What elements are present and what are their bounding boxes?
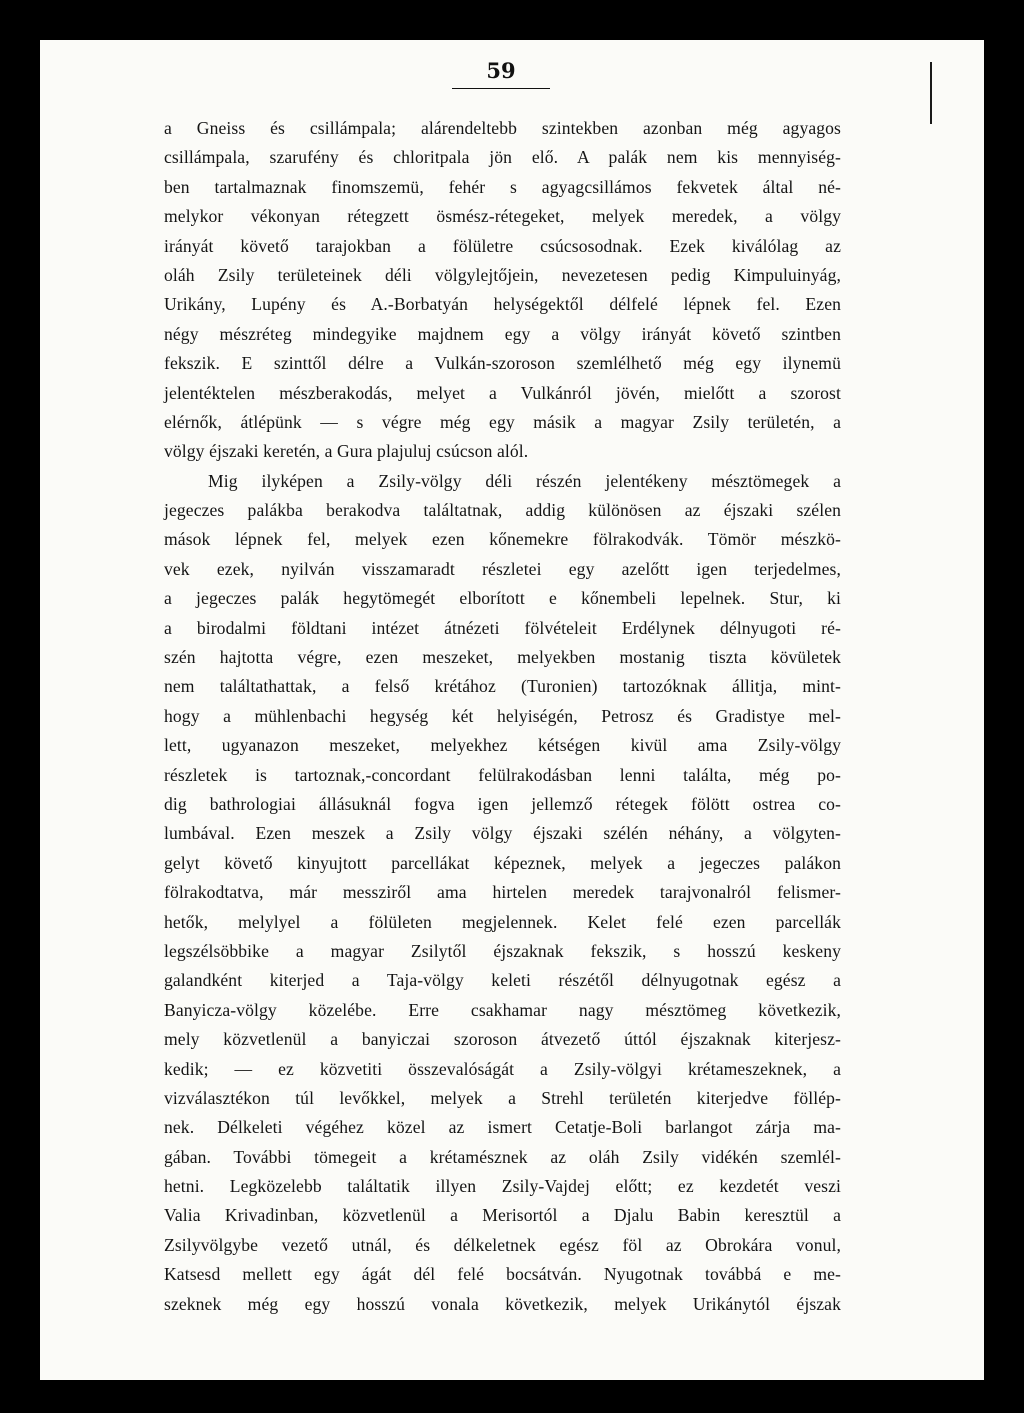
text-line: galandként kiterjed a Taja-völgy keleti részétől délnyugotnak egész a — [164, 970, 841, 991]
text-line: jelentéktelen mészberakodás, melyet a Vulkánról jövén, mielőtt a szorost — [164, 382, 841, 403]
text-line: kedik; — ez közvetiti összevalóságát a Zsily-völgyi krétameszeknek, a — [164, 1058, 841, 1079]
text-line: legszélsöbbike a magyar Zsilytől éjszaknak fekszik, s hosszú keskeny — [164, 940, 841, 961]
paragraph-end-line: völgy éjszaki keretén, a Gura plajuluj csúcson alól. — [164, 441, 529, 462]
text-line: négy mészréteg mindegyike majdnem egy a völgy irányát követő szintben — [164, 323, 841, 344]
text-line: csillámpala, szarufény és chloritpala jön elő. A palák nem kis mennyiség- — [164, 147, 841, 168]
text-line: jegeczes palákba berakodva találtatnak, addig különösen az éjszaki szélen — [164, 500, 841, 521]
text-line: Banyicza-völgy közelébe. Erre csakhamar nagy mésztömeg következik, — [164, 999, 841, 1020]
body-text — [164, 114, 841, 1319]
text-line: vizválasztékon túl levőkkel, melyek a Strehl területén kiterjedve föllép- — [164, 1087, 841, 1108]
text-line: a birodalmi földtani intézet átnézeti fölvételeit Erdélynek délnyugoti ré- — [164, 617, 841, 638]
text-line: Zsilyvölgybe vezető utnál, és délkeletnek egész föl az Obrokára vonul, — [164, 1234, 841, 1255]
text-line: gelyt követő kinyujtott parcellákat képeznek, melyek a jegeczes palákon — [164, 852, 841, 873]
text-line: Urikány, Lupény és A.-Borbatyán helységektől délfelé lépnek fel. Ezen — [164, 294, 841, 315]
text-line: dig bathrologiai állásuknál fogva igen jellemző rétegek fölött ostrea co- — [164, 793, 841, 814]
text-line: melykor vékonyan rétegzett ösmész-rétegeket, melyek meredek, a völgy — [164, 206, 841, 227]
text-line: mások lépnek fel, melyek ezen kőnemekre fölrakodvák. Tömör mészkö- — [164, 529, 841, 550]
text-line: oláh Zsily területeinek déli völgylejtőjein, nevezetesen pedig Kimpuluinyág, — [164, 264, 841, 285]
text-line: fölrakodtatva, már messziről ama hirtelen meredek tarajvonalról felismer- — [164, 882, 841, 903]
text-line: irányát követő tarajokban a fölületre csúcsosodnak. Ezek kiválólag az — [164, 235, 841, 256]
text-line: a jegeczes palák hegytömegét elborított e kőnembeli lepelnek. Stur, ki — [164, 588, 841, 609]
text-line: szén hajtotta végre, ezen meszeket, melyekben mostanig tiszta kövületek — [164, 647, 841, 668]
text-line: lett, ugyanazon meszeket, melyekhez kétségen kivül ama Zsily-völgy — [164, 735, 841, 756]
text-line: szeknek még egy hosszú vonala következik, melyek Urikánytól éjszak — [164, 1293, 841, 1314]
text-line: lumbával. Ezen meszek a Zsily völgy éjszaki szélén néhány, a völgyten- — [164, 823, 841, 844]
text-line: hogy a mühlenbachi hegység két helyiségén, Petrosz és Gradistye mel- — [164, 705, 841, 726]
text-line: mely közvetlenül a banyiczai szoroson átvezető úttól éjszaknak kiterjesz- — [164, 1029, 841, 1050]
text-line: részletek is tartoznak,-concordant felülrakodásban lenni találta, még po- — [164, 764, 841, 785]
text-line: Valia Krivadinban, közvetlenül a Merisortól a Djalu Babin keresztül a — [164, 1205, 841, 1226]
text-line: nem találtathattak, a felső krétához (Turonien) tartozóknak állitja, mint- — [164, 676, 841, 697]
paragraph-start-line: Mig ilyképen a Zsily-völgy déli részén jelentékeny mésztömegek a — [208, 470, 841, 491]
text-line: hetni. Legközelebb találtatik illyen Zsily-Vajdej előtt; ez kezdetét veszi — [164, 1176, 841, 1197]
text-line: ben tartalmaznak finomszemü, fehér s agyagcsillámos fekvetek által né- — [164, 176, 841, 197]
page-number: 59 — [452, 56, 550, 89]
text-line: fekszik. E szinttől délre a Vulkán-szoroson szemlélhető még egy ilynemü — [164, 353, 841, 374]
text-line: elérnők, átlépünk — s végre még egy másik a magyar Zsily területén, a — [164, 411, 841, 432]
text-line: nek. Délkeleti végéhez közel az ismert Cetatje-Boli barlangot zárja ma- — [164, 1117, 841, 1138]
text-line: hetők, melylyel a fölületen megjelennek. Kelet felé ezen parcellák — [164, 911, 841, 932]
page-edge-rule — [930, 62, 932, 124]
text-line: Katsesd mellett egy ágát dél felé bocsátván. Nyugotnak továbbá e me- — [164, 1264, 841, 1285]
text-line: a Gneiss és csillámpala; alárendeltebb szintekben azonban még agyagos — [164, 118, 841, 138]
text-line: gában. További tömegeit a krétamésznek az oláh Zsily vidékén szemlél- — [164, 1146, 841, 1167]
text-line: vek ezek, nyilván visszamaradt részletei egy azelőtt igen terjedelmes, — [164, 558, 841, 579]
